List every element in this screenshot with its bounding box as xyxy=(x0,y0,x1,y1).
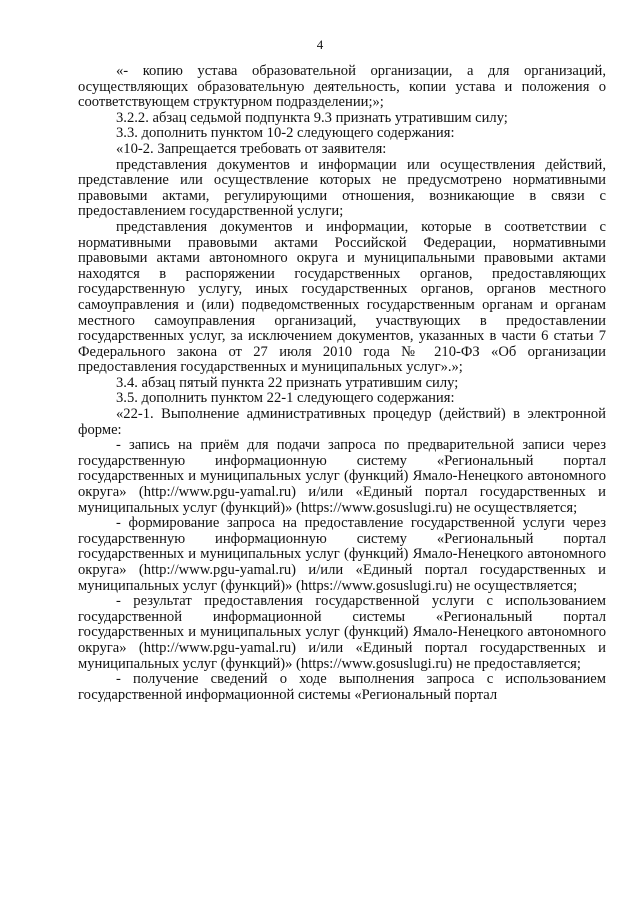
paragraph: - формирование запроса на предоставление государственной услуги через государственную информационную систему «Региональный портал государственных и муниципальных услуг (функций) Ямало-Ненецкого автономного округа» (http://www.pgu-yamal.ru) и/или «Единый портал государственных и муниципальных услуг (функций)» (https://www.gosuslugi.ru) не осуществляется; xyxy=(78,515,606,594)
paragraph: - получение сведений о ходе выполнения запроса с использованием государственной информационной системы «Региональный портал xyxy=(78,671,606,703)
paragraph: «22-1. Выполнение административных процедур (действий) в электронной форме: xyxy=(78,406,606,438)
paragraph: «10-2. Запрещается требовать от заявителя: xyxy=(116,140,387,157)
paragraph: 3.5. дополнить пунктом 22-1 следующего содержания: xyxy=(116,390,455,407)
paragraph: 3.4. абзац пятый пункта 22 признать утратившим силу; xyxy=(116,374,459,391)
paragraph: «- копию устава образовательной организации, а для организаций, осуществляющих образовательную деятельность, копии устава и положения о соответствующем структурном подразделении;»; xyxy=(78,63,606,111)
paragraph: 3.3. дополнить пунктом 10-2 следующего содержания: xyxy=(116,125,455,142)
paragraph: представления документов и информации или осуществления действий, представление или осуществление которых не предусмотрено нормативными правовыми актами, регулирующими отношения, возникающие в связи с предоставлением государственной услуги; xyxy=(78,156,606,220)
page-number: 4 xyxy=(316,37,324,52)
paragraph: 3.2.2. абзац седьмой подпункта 9.3 признать утратившим силу; xyxy=(116,109,508,126)
paragraph: - результат предоставления государственной услуги с использованием государственной информационной системы «Региональный портал государственных и муниципальных услуг (функций) Ямало-Ненецкого автономного округа» (http://www.pgu-yamal.ru) и/или «Единый портал государственных и муниципальных услуг (функций)» (https://www.gosuslugi.ru) не предоставляется; xyxy=(78,593,606,672)
document-body xyxy=(78,64,606,703)
paragraph: представления документов и информации, которые в соответствии с нормативными правовыми актами Российской Федерации, нормативными правовыми актами автономного округа и муниципальными правовыми актами находятся в распоряжении государственных органов, предоставляющих государственную услугу, иных государственных органов, органов местного самоуправления и (или) подведомственных государственным органам и органам местного самоуправления организаций, участвующих в предоставлении государственных услуг, за исключением документов, указанных в части 6 статьи 7 Федерального закона от 27 июля 2010 года № 210-ФЗ «Об организации предоставления государственных и муниципальных услуг».»; xyxy=(78,218,606,376)
paragraph: - запись на приём для подачи запроса по предварительной записи через государственную информационную систему «Региональный портал государственных и муниципальных услуг (функций) Ямало-Ненецкого автономного округа» (http://www.pgu-yamal.ru) и/или «Единый портал государственных и муниципальных услуг (функций)» (https://www.gosuslugi.ru) не осуществляется; xyxy=(78,437,606,516)
